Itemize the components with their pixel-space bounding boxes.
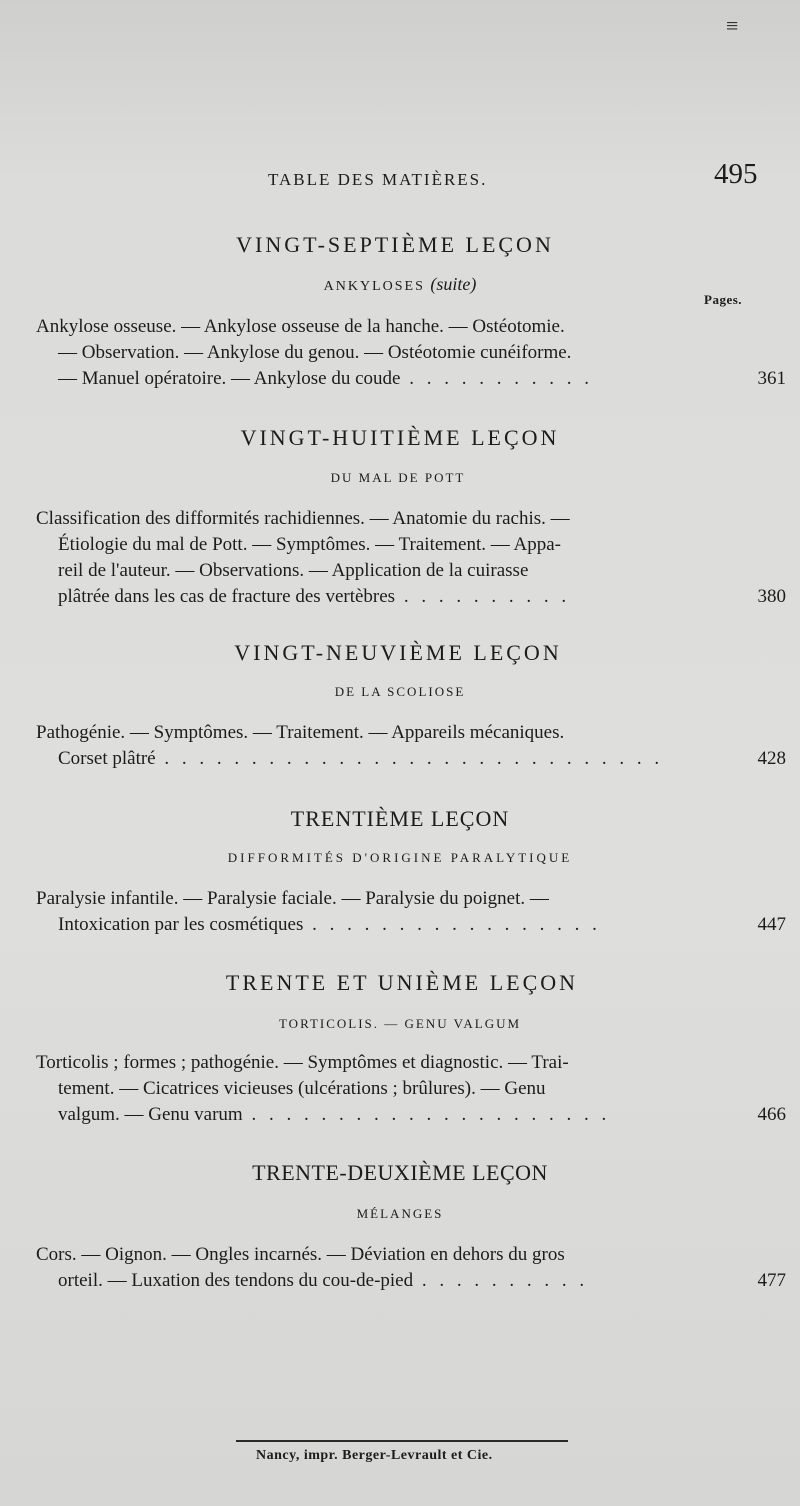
lesson-title: TRENTIÈME LEÇON [290, 806, 510, 831]
entry-line: valgum. — Genu varum . . . . . . . . . . . . . . . . . . . . . 466 [36, 1102, 764, 1128]
lesson-title: TRENTE ET UNIÈME LEÇON [225, 970, 579, 995]
printer-imprint: Nancy, impr. Berger-Levrault et Cie. [256, 1448, 493, 1463]
lesson-subtitle: DIFFORMITÉS D'ORIGINE PARALYTIQUE [227, 850, 573, 865]
lesson-subtitle: DU MAL DE POTT [330, 470, 466, 485]
pages-label: Pages. [704, 292, 743, 307]
running-head: TABLE DES MATIÈRES. [268, 170, 488, 189]
lesson-subtitle: ANKYLOSES (suite) [323, 274, 477, 294]
lesson-title: VINGT-SEPTIÈME LEÇON [236, 232, 554, 257]
lesson-title: VINGT-NEUVIÈME LEÇON [234, 640, 562, 665]
entry-line: plâtrée dans les cas de fracture des vertèbres . . . . . . . . . . 380 [36, 584, 764, 610]
entry-line: Cors. — Oignon. — Ongles incarnés. — Déviation en dehors du gros [36, 1244, 565, 1265]
entry-line: — Manuel opératoire. — Ankylose du coude . . . . . . . . . . . 361 [36, 366, 764, 392]
entry-line: Pathogénie. — Symptômes. — Traitement. — Appareils mécaniques. [36, 722, 565, 743]
footer-rule [236, 1440, 568, 1442]
toc-entry [36, 720, 786, 772]
entry-line: Classification des difformités rachidiennes. — Anatomie du rachis. — [36, 508, 570, 529]
toc-entry [36, 1242, 786, 1294]
entry-page-number: 428 [757, 748, 786, 769]
entry-page-number: 361 [757, 368, 786, 389]
entry-line: — Observation. — Ankylose du genou. — Ostéotomie cunéiforme. [58, 342, 572, 363]
entry-line: Paralysie infantile. — Paralysie faciale. — Paralysie du poignet. — [36, 888, 549, 909]
entry-line: Intoxication par les cosmétiques . . . . . . . . . . . . . . . . . 447 [36, 912, 764, 938]
lesson-subtitle: DE LA SCOLIOSE [334, 684, 466, 699]
entry-line: Ankylose osseuse. — Ankylose osseuse de la hanche. — Ostéotomie. [36, 316, 565, 337]
lesson-title: TRENTE-DEUXIÈME LEÇON [252, 1160, 548, 1185]
toc-entry [36, 314, 786, 392]
entry-line: Corset plâtré . . . . . . . . . . . . . . . . . . . . . . . . . . . . . 428 [36, 746, 764, 772]
lesson-subtitle: MÉLANGES [356, 1206, 444, 1221]
entry-line: Torticolis ; formes ; pathogénie. — Symptômes et diagnostic. — Trai- [36, 1052, 569, 1073]
lesson-title: VINGT-HUITIÈME LEÇON [240, 425, 560, 450]
lesson-subtitle: TORTICOLIS. — GENU VALGUM [278, 1016, 522, 1031]
entry-page-number: 447 [757, 914, 786, 935]
entry-line: reil de l'auteur. — Observations. — Application de la cuirasse [58, 560, 529, 581]
corner-mark: ≡ [726, 13, 737, 38]
entry-page-number: 380 [757, 586, 786, 607]
toc-entry [36, 506, 786, 610]
entry-page-number: 466 [757, 1104, 786, 1125]
entry-line: orteil. — Luxation des tendons du cou-de-pied . . . . . . . . . . 477 [36, 1268, 764, 1294]
toc-entry [36, 1050, 786, 1128]
entry-page-number: 477 [757, 1270, 786, 1291]
entry-line: Étiologie du mal de Pott. — Symptômes. — Traitement. — Appa- [58, 534, 561, 555]
page-number: 495 [714, 158, 758, 190]
entry-line: tement. — Cicatrices vicieuses (ulcérations ; brûlures). — Genu [58, 1078, 546, 1099]
toc-entry [36, 886, 786, 938]
